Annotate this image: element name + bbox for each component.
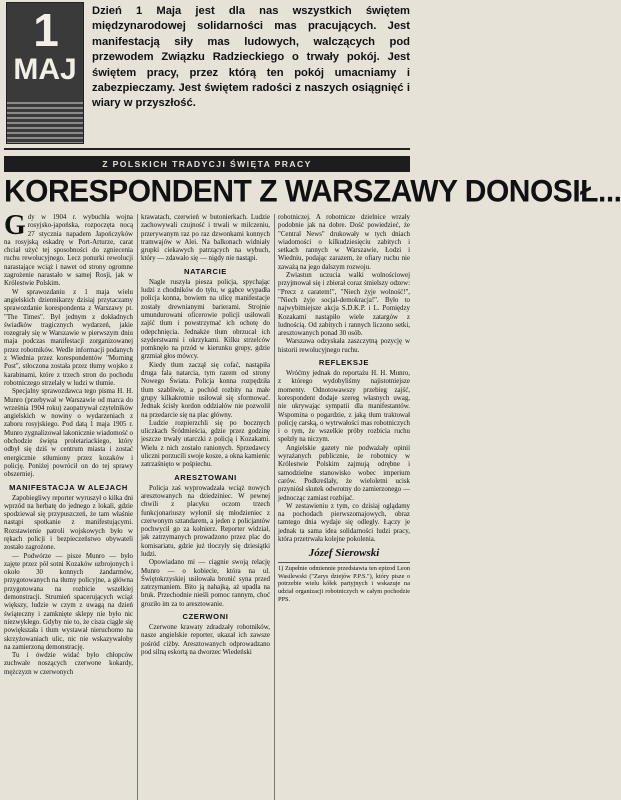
subheading: CZERWONI (182, 612, 229, 622)
paragraph: krawatach, czerwień w butonierkach. Ludzie zachowywali czujność i trwali w milczeniu, przerywanym raz po raz dzwonkami konnych tramwajów w Alei. Na balkonach widniały grupki ciekawych patrzących na wybuch, który — zdawało się — nigdy nie nastąpi. (141, 214, 270, 263)
column-divider (274, 214, 275, 800)
subheading: MANIFESTACJA W ALEJACH (9, 482, 128, 492)
footnote: 1) Zupełnie odmiennie przedstawia ten epizod Leon Wasilewski ("Zarys dziejów P.P.S."), który pisze o potrzebie wielu kółek partyjnych i wskazuje na udział organizacji robotniczych w całym pochodzie PPS. (278, 562, 410, 603)
article-body (4, 210, 410, 800)
emblem-stripes (7, 99, 83, 143)
lead-divider (4, 148, 410, 150)
series-label: Z POLSKICH TRADYCJI ŚWIĘTA PRACY (102, 159, 312, 169)
column-divider (137, 214, 138, 800)
paragraph: Zwiastun uczucia walki wolnościowej przyjmował się i zbierał coraz śmielszy odzew: "Precz z caratem!", "Niech żyje wolność!", "Niech żyje socjal-demokracja!". Było to najwybitniejsze akcja S.D.K.P. i L. Pomiędzy Kozakami nastąpiło wiele zatargów z ludnością. Od zabitych i rannych liczono setki, aresztowanych ponad 30 osób. (278, 272, 410, 338)
paragraph: Specjalny sprawozdawca tego pisma H. H. Munro (przebywał w Warszawie od marca do września 1904 roku) zaopatrywał czytelników angielskich w nowiny o wydarzeniach z zaboru rosyjskiego. Pod datą 1 maja 1905 r. Munro zygnalizował lakonicznie wiadomość o obchodzie święta proletariackiego, który odbył się dziś w centrum miasta i zostać energicznie stłumiony przez kozaków i policję. Poniżej powrócił on do tej sprawy obszerniej. (4, 388, 133, 479)
article-column-1 (4, 210, 133, 800)
paragraph: Angielskie gazety nie podważały opinii wyrażanych publicznie, że robotnicy w Królestwie Polskim zajmują odrębne i samodzielne stanowisko wobec imperium carów. Podkreślały, że wieloletni ucisk przyniósł skutek odwrotny do zamierzonego — jednocząc zamiast rozbijać. (278, 444, 410, 502)
paragraph: — Podwórze — pisze Munro — było zajęte przez pół sotni Kozaków uzbrojonych i około 30 konnych żandarmów, przygotowanych na tłumy policyjne, a główna przygotowana na rozbicie wszelkiej demonstracji. Strumień spacerujących wciąż większy, ludzie w czym z uwagą na dzień świąteczny i zamknięte sklepy nie było nic niezwykłego. Gdyby nie to, że cisza ciągle się powiększała i tłum wystawał nieruchomo na skrzyżowaniach ulic, nic nie wskazywałoby na zamierzoną demonstrację. (4, 552, 133, 651)
subheading: REFLEKSJE (318, 358, 370, 368)
paragraph: Policja zaś wyprowadzała wciąż nowych aresztowanych na dziedziniec. W pewnej chwili z placyku oczom trzech funkcjonariuszy wyłonił się młodzieniec z czerwonym sztandarem, a jeden z policjantów pochwycił go za kołnierz. Reporter widział, jak zatrzymanych prowadzono przez plac do komisariatu, gdzie już tłoczyły się dziesiątki ludzi. (141, 484, 270, 558)
paragraph: Tu i ówdzie widać było chłopców zuchwale noszących czerwone kokardy, mężczyzn w czerwonych (4, 652, 133, 676)
emblem-month: MAJ (13, 53, 77, 86)
article-headline: KORESPONDENT Z WARSZAWY DONOSIŁ... (4, 174, 621, 209)
paragraph: Wróćmy jednak do reportażu H. H. Munro, z którego wydobyliśmy najistotniejsze momenty. Odnotowawszy przebieg zajść, korespondent dodaje szereg własnych uwag, nie ukrywając sympatii dla manifestantów. Wspomina o pogardzie, z jaką tłum traktował policję carską, o wytrwałości mas robotniczych i o tym, że wszelkie próby rozbicia ruchu spełzły na niczym. (278, 370, 410, 444)
lead-paragraph: Dzień 1 Maja jest dla nas wszystkich świętem międzynarodowej solidarności mas pracujących. Jest manifestacją siły mas ludowych, walczących pod przewodem Związku Radzieckiego o trwały pokój. Jest świętem pracy, przez którą ten pokój umacniamy i zabezpieczamy. Jest świętem radości z naszych osiągnięć i wiary w przyszłość. (92, 5, 410, 110)
emblem-day: 1 (33, 4, 57, 56)
subheading: ARESZTOWANI (174, 472, 237, 482)
paragraph: Opowiadano mi — ciągnie swoją relację Munro — o kobiecie, która na ul. Świętokrzyskiej usiłowała bronić syna przed zatrzymaniem. Bito ją nahajką, aż upadła na bruk. Przechodnie nieśli pomoc rannym, choć groziło im za to aresztowanie. (141, 559, 270, 608)
drop-cap: G (4, 210, 26, 241)
article-column-3 (278, 214, 410, 800)
author-signature: Józef Sierowski (308, 547, 380, 560)
paragraph: Gdy w 1904 r. wybuchła wojna rosyjsko-japońska, rozpoczęta nocą 27 stycznia napadem Japończyków na rosyjską eskadrę w Port-Arturze, carat chciał użyć tej sposobności do zgniecenia ruchu rewolucyjnego. Lecz ponurki rewolucji narastające wciąż i nawet od strony ogromne zagrożenie narastało w samej Rosji, jak w Królestwie Polskim. (4, 210, 133, 288)
series-bar (4, 156, 410, 172)
paragraph: robotniczej. A robotnicze dzielnice wrzały podobnie jak na dobre. Dość powiedzieć, że "Central News" drukowały w tych dniach wiadomości o kilkudziesięciu zabitych i setkach rannych w Warszawie, Łodzi i Wiedniu, podając zarazem, że ofiary ruchu nie zaważą na jego dalszym rozwoju. (278, 214, 410, 271)
paragraph: Zapobiegliwy reporter wyruszył o kilka dni wprzód na herbatę do jednego z lokali, gdzie spodziewał się przypuszczeń, że tam właśnie nastąpi spotkanie z manifestującymi. Rozstawienie patroli wojskowych było w rękach policji i bezpieczeństwo obywateli zostało zagrożone. (4, 494, 133, 552)
paragraph: Czerwone krawaty zdradzały robotników, nasze angielskie reporter, ukazał ich zawsze pośród ciżby. Aresztowanych odprowadzano pod silną eskortą na dworzec Wiedeński (141, 624, 270, 656)
paragraph: Ludzie rozpierzchli się po bocznych uliczkach Śródmieścia, gdzie przez godzinę jeszcze trwały utarczki z policją i Kozakami. Wielu z nich zostało ranionych. Sprzedawcy uliczni porzucili swoje kosze, a okna kamienic zatrzaśnięto w pośpiechu. (141, 419, 270, 469)
article-column-2 (141, 214, 270, 800)
paragraph: Warszawa odzyskała zaszczytną pozycję w historii rewolucyjnego ruchu. (278, 338, 410, 354)
may-day-emblem (6, 2, 84, 144)
paragraph: Nagle ruszyła piesza policja, spychając ludzi z chodników do tyłu, w gąbce wypadła policja konna, bowiem na ulicę manifestacje zostały drewnianymi barierami. Strojnie umundurowani oficerowie policji usiłowali zajść tłum i powstrzymać ich ochotę do odepchnięcia. Jednakże tłum obrzucał ich szyderstwami i okrzykami. Kilku strzelców pomknęło na przód w kierunku grupy, gdzie grzmiał głos mówcy. (141, 278, 270, 361)
paragraph: W zestawieniu z tym, co dzisiaj oglądamy na pochodach pierwszomajowych, obraz tamtego dnia wydaje się odległy. Łączy je jednak ta sama idea solidarności ludzi pracy, która przetrwała kolejne pokolenia. (278, 502, 410, 543)
paragraph: Kiedy tłum zaczął się cofać, nastąpiła druga fala natarcia, tym razem od strony Nowego Świata. Policja konna rozpędziła tłum szabliwie, a pochód rozbity na małe grupy kilkakrotnie usiłował się sformować. Jednak ścisły kordon oddziałów nie pozwolił na przedarcie się na plac główny. (141, 361, 270, 419)
subheading: NATARCIE (184, 266, 227, 276)
paragraph: W sprawozdaniu z 1 maja wielu angielskich dziennikarzy dzisiaj przytaczamy sprawozdanie korespondenta z Warszawy pt. "The Times". Był jednym z dokładnych świadków tragicznych wydarzeń, jakie rozegrały się w Warszawie w pierwszym dniu maja podczas manifestacji zorganizowanej przez robotników. Wedle informacji podanych z Wiednia przez korespondentów "Morning Post", stłoczona została przez tłumy wojsko z karabinami, które z trzech stron do pochodu robotniczego strzelały w ludzi w tłumie. (4, 288, 133, 387)
